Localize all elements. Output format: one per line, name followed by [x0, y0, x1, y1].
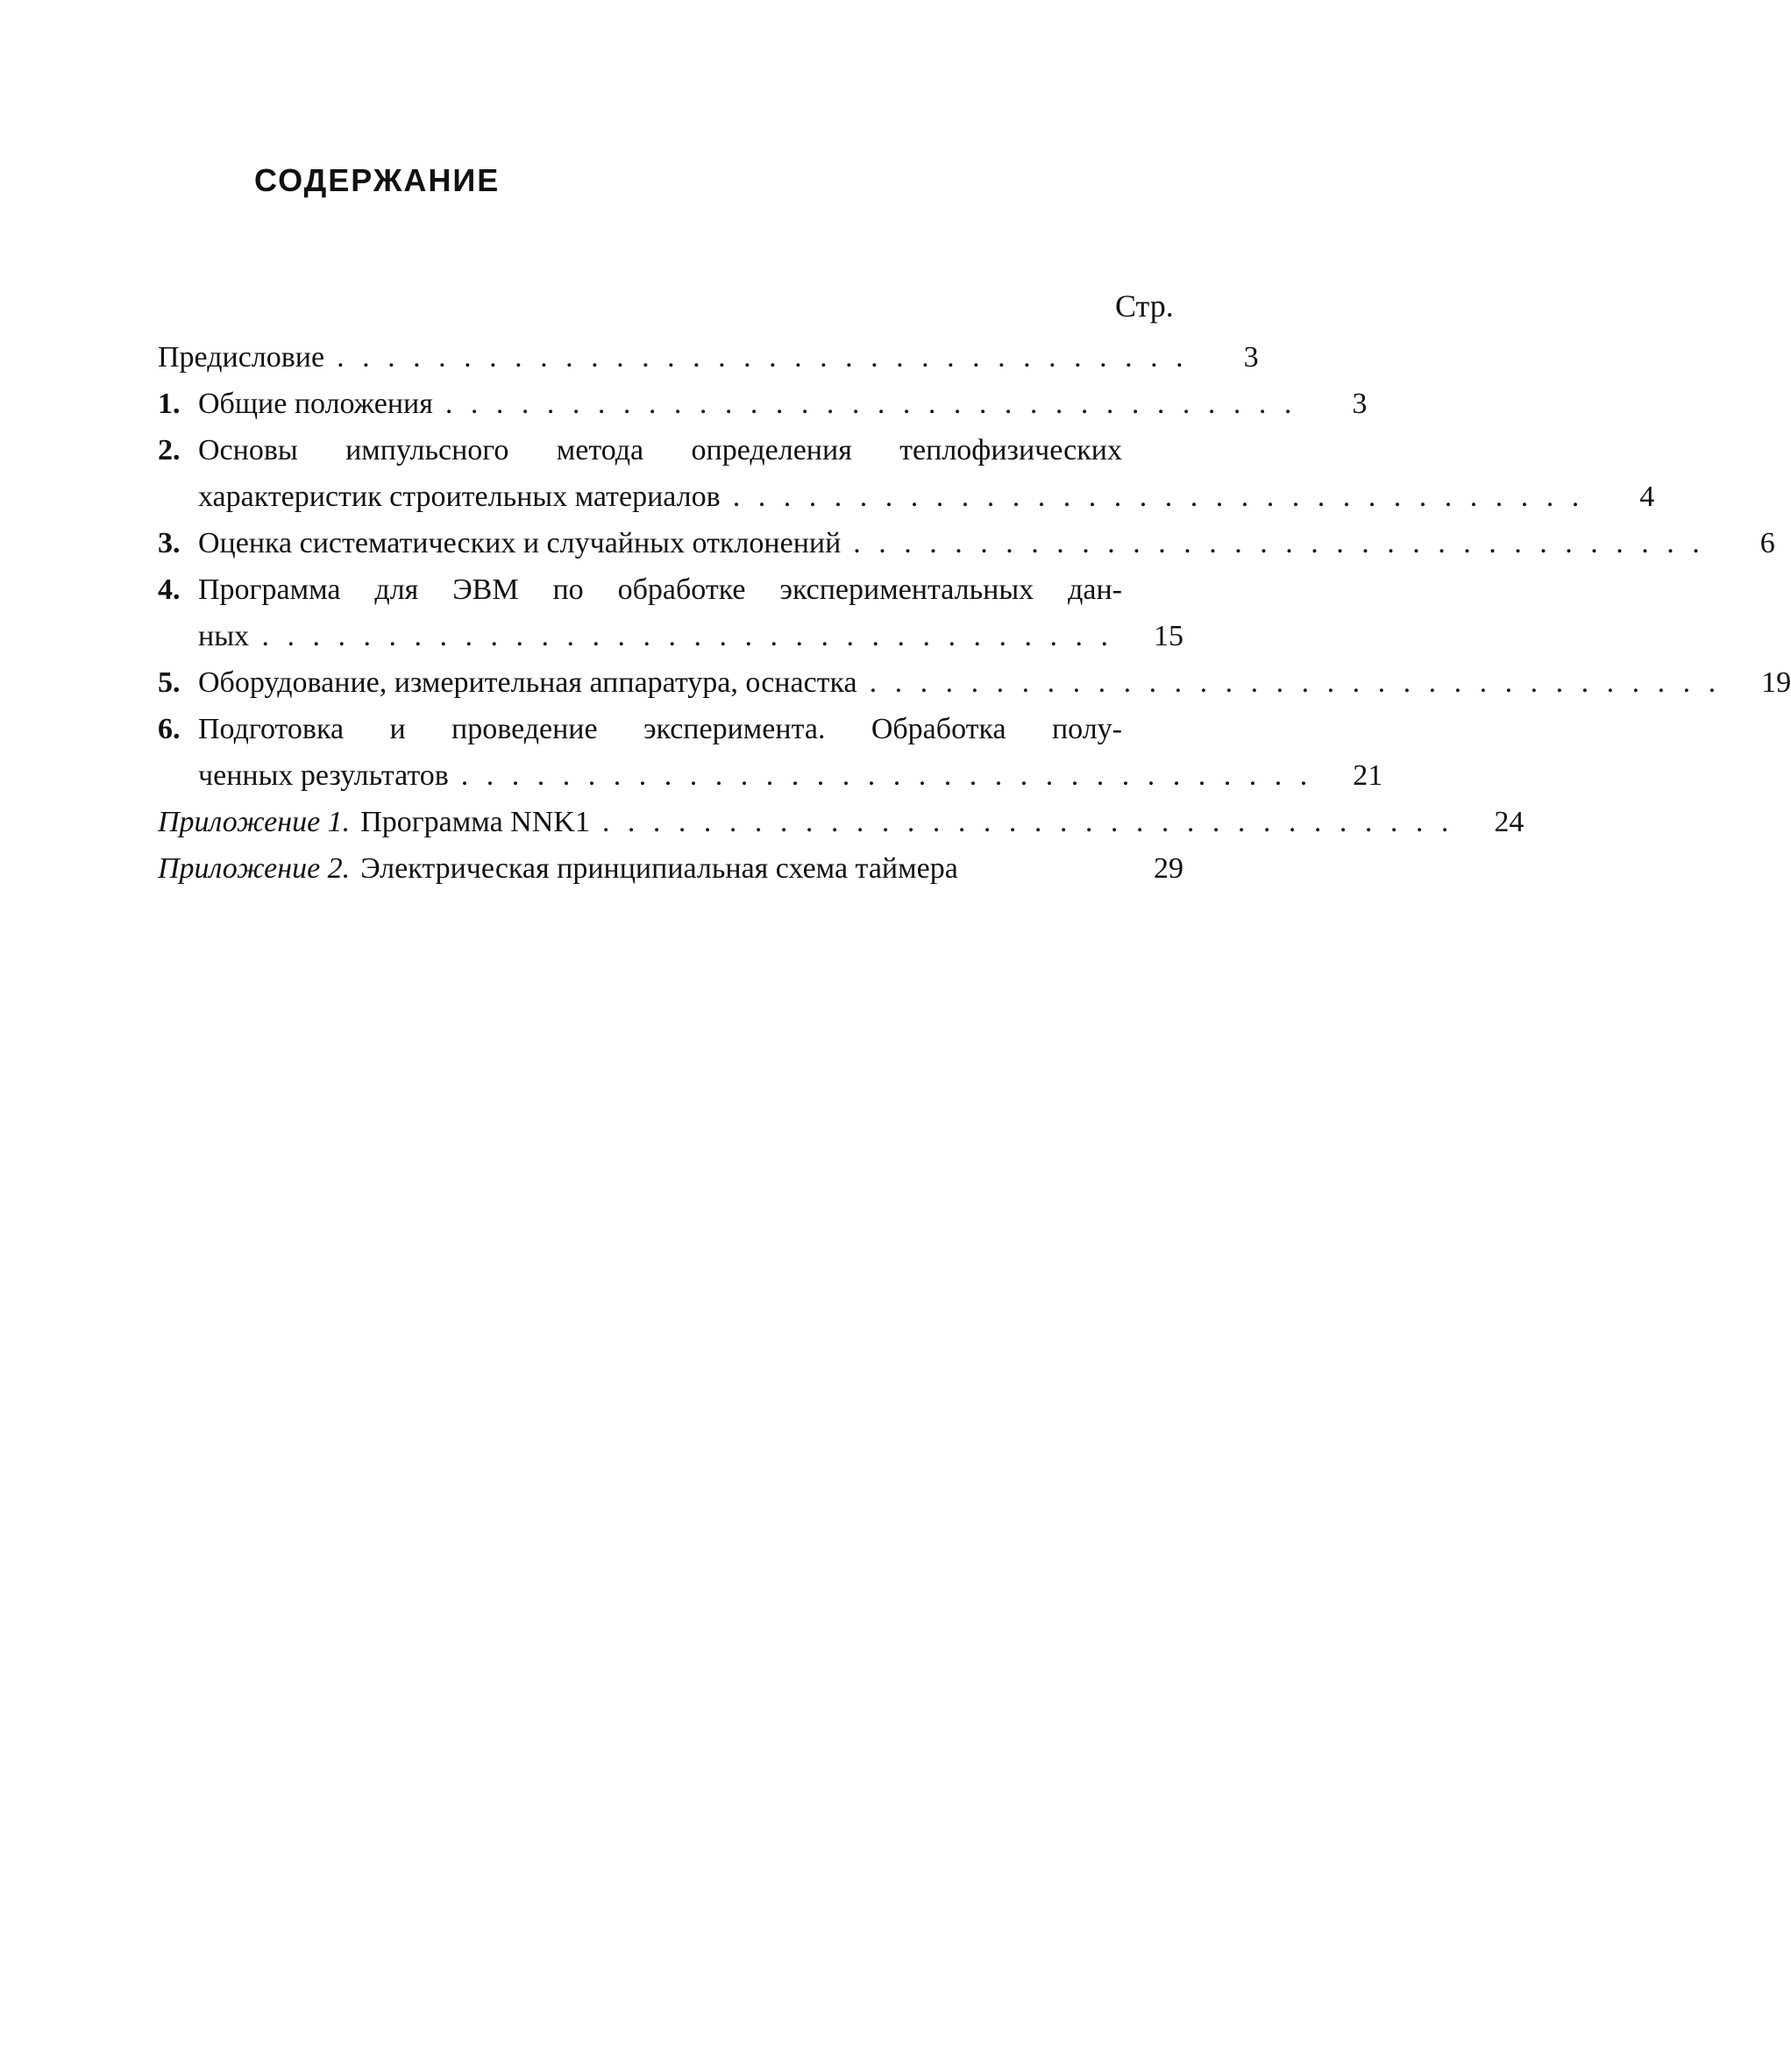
toc-entry-1 — [158, 381, 1368, 427]
toc-entry-title: Общие положения — [198, 388, 433, 420]
toc-entry-title: Основы импульсного метода определения теплофизических — [198, 434, 1122, 466]
toc-entry-number: 6. — [158, 713, 181, 745]
toc-entry-title: Оборудование, измерительная аппаратура, оснастка — [198, 666, 857, 699]
dot-leader: . . . . . . . . . . . . . . . . . . . . . . . . . . . . . . . . . . — [732, 481, 1585, 513]
toc-entry-4 — [158, 566, 1183, 613]
toc-entry-3 — [158, 520, 1775, 566]
toc-entry-title-continuation: ченных результатов — [198, 759, 449, 792]
toc-entry-page: 6 — [1759, 527, 1775, 559]
toc-entry-6 — [158, 706, 1183, 752]
dot-leader: . . . . . . . . . . . . . . . . . . . . . . . . . . . . . . . . . . — [460, 759, 1313, 792]
page-title: СОДЕРЖАНИЕ — [254, 162, 501, 198]
toc-entry-title: Оценка систематических и случайных отклонений — [198, 527, 842, 559]
toc-entry-5 — [158, 659, 1791, 706]
toc-entry-appendix-2 — [158, 845, 1183, 892]
toc-entry-4-continuation — [158, 613, 1183, 659]
toc-entry-page: 19 — [1761, 666, 1791, 699]
toc-entry-title: Программа NNK1 — [360, 806, 590, 838]
toc-entry-page: 24 — [1494, 806, 1524, 838]
toc-entry-page: 3 — [1243, 341, 1259, 374]
toc-entry-page: 21 — [1353, 759, 1383, 792]
toc-entry-number: 5. — [158, 666, 181, 699]
toc-entry-number: 1. — [158, 388, 181, 420]
dot-leader: . . . . . . . . . . . . . . . . . . . . . . . . . . . . . . . . . . — [444, 388, 1297, 420]
toc-entry-page: 3 — [1352, 388, 1368, 420]
toc-entry-title-continuation: характеристик строительных материалов — [198, 481, 721, 513]
dot-leader: . . . . . . . . . . . . . . . . . . . . . . . . . . . . . . . . . . — [853, 527, 1705, 559]
toc-entry-number: 2. — [158, 434, 181, 466]
toc-entry-title: Подготовка и проведение эксперимента. Обработка полу- — [198, 713, 1122, 745]
toc-entry-title: Предисловие — [158, 341, 325, 374]
toc-entry-6-continuation — [158, 752, 1383, 799]
toc-entry-number: 3. — [158, 527, 181, 559]
toc-entry-title-continuation: ных — [198, 620, 250, 652]
toc-entry-2-continuation — [158, 473, 1655, 520]
toc-entry-prefix: Приложение 2. — [158, 852, 351, 885]
toc-entry-prefix: Приложение 1. — [158, 806, 351, 838]
dot-leader: . . . . . . . . . . . . . . . . . . . . . . . . . . . . . . . . . . — [337, 341, 1189, 374]
dot-leader: . . . . . . . . . . . . . . . . . . . . . . . . . . . . . . . . . . — [869, 666, 1722, 699]
dot-leader: . . . . . . . . . . . . . . . . . . . . . . . . . . . . . . . . . . — [601, 806, 1454, 838]
dot-leader: . . . . . . . . . . . . . . . . . . . . . . . . . . . . . . . . . . — [261, 620, 1113, 652]
toc-entry-title: Электрическая принципиальная схема таймера — [360, 852, 958, 885]
toc-entry-number: 4. — [158, 573, 181, 606]
toc-entry-appendix-1 — [158, 799, 1524, 845]
table-of-contents — [158, 334, 1791, 892]
toc-entry-preface — [158, 334, 1259, 381]
toc-entry-title: Программа для ЭВМ по обработке экспериментальных дан- — [198, 573, 1122, 606]
page-column-label: Стр. — [1115, 288, 1174, 324]
toc-entry-2 — [158, 427, 1183, 473]
toc-entry-page: 4 — [1639, 481, 1655, 513]
toc-entry-page: 29 — [1154, 852, 1183, 885]
toc-entry-page: 15 — [1154, 620, 1183, 652]
